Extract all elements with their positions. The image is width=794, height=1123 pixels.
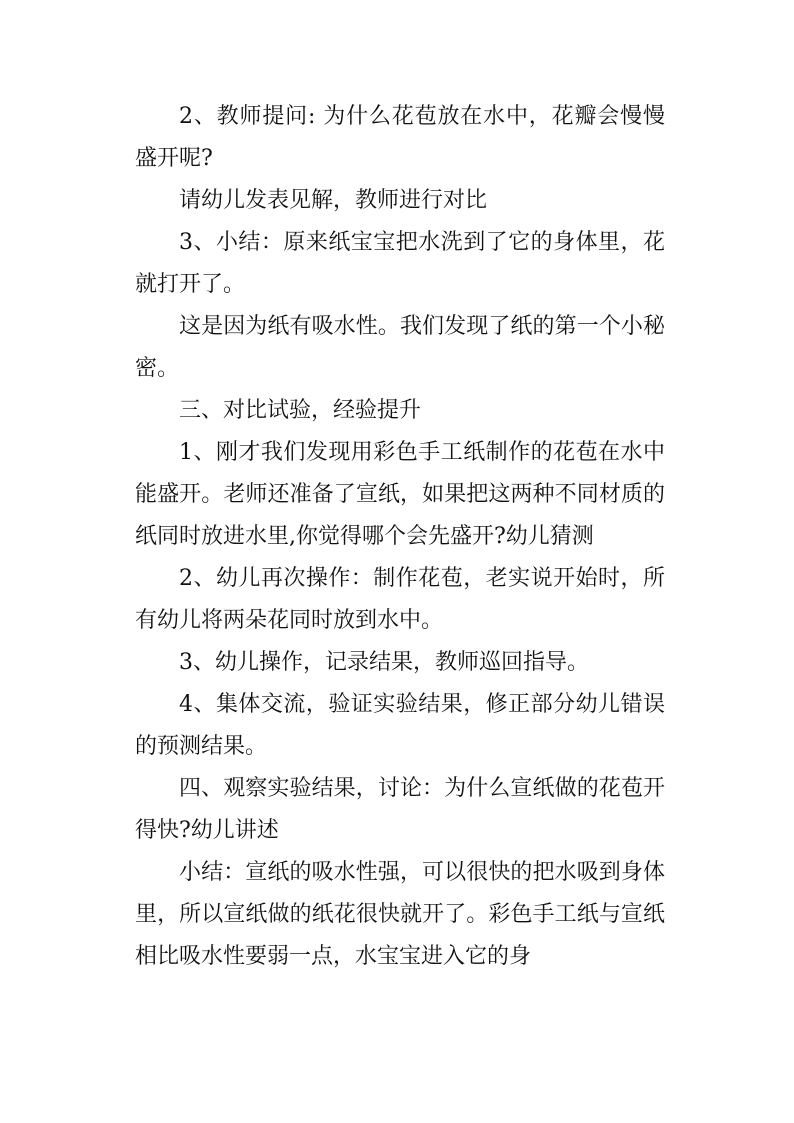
- paragraph-step-4: 4、集体交流，验证实验结果，修正部分幼儿错误的预测结果。: [135, 692, 665, 759]
- paragraph-first-secret: 这是因为纸有吸水性。我们发现了纸的第一个小秘密。: [135, 314, 665, 381]
- paragraph-question: 2、教师提问: 为什么花苞放在水中，花瓣会慢慢盛开呢?: [135, 104, 665, 171]
- paragraph-summary-1: 3、小结：原来纸宝宝把水洗到了它的身体里，花就打开了。: [135, 230, 665, 297]
- paragraph-step-1: 1、刚才我们发现用彩色手工纸制作的花苞在水中能盛开。老师还准备了宣纸，如果把这两种不同材质的纸同时放进水里,你觉得哪个会先盛开?幼儿猜测: [135, 440, 665, 549]
- section-heading-comparison: 三、对比试验，经验提升: [179, 398, 422, 423]
- paragraph-step-3: 3、幼儿操作，记录结果，教师巡回指导。: [179, 650, 589, 675]
- document-page: [135, 96, 665, 978]
- paragraph-summary-2: 小结：宣纸的吸水性强，可以很快的把水吸到身体里，所以宣纸做的纸花很快就开了。彩色手工纸与宣纸相比吸水性要弱一点，水宝宝进入它的身: [135, 860, 665, 969]
- paragraph-children-opinions: 请幼儿发表见解，教师进行对比: [179, 188, 488, 213]
- section-heading-observation: 四、观察实验结果，讨论：为什么宣纸做的花苞开得快?幼儿讲述: [135, 776, 665, 843]
- paragraph-step-2: 2、幼儿再次操作：制作花苞，老实说开始时，所有幼儿将两朵花同时放到水中。: [135, 566, 665, 633]
